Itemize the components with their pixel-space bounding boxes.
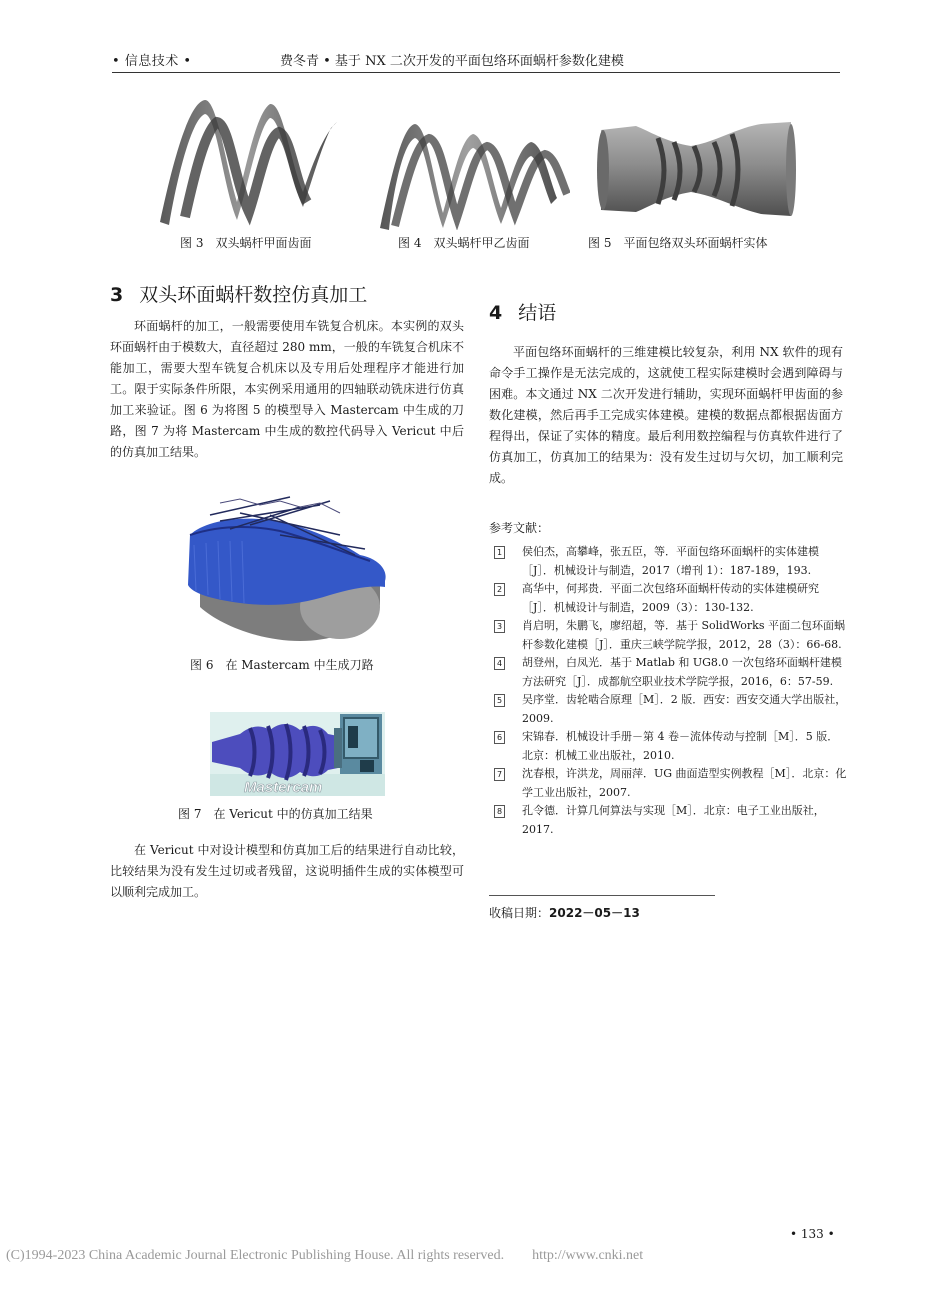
reference-text: 吴序堂．齿轮啮合原理［M］．2 版．西安：西安交通大学出版社，2009. bbox=[522, 693, 847, 725]
copyright-notice: (C)1994-2023 China Academic Journal Electronic Publishing House. All rights reserved. http://www.cnki.net bbox=[6, 1248, 644, 1263]
figure-5-image bbox=[596, 120, 796, 220]
journal-section-label: • 信息技术 • bbox=[112, 54, 192, 69]
reference-list bbox=[489, 543, 849, 839]
section-4-number: 4 bbox=[489, 302, 503, 324]
reference-item bbox=[489, 728, 849, 765]
header-rule bbox=[112, 72, 840, 73]
reference-number: 8 bbox=[494, 805, 505, 818]
reference-number: 3 bbox=[494, 620, 505, 633]
running-title: 费冬青 • 基于 NX 二次开发的平面包络环面蜗杆参数化建模 bbox=[280, 54, 624, 69]
figure-6-caption: 图 6 在 Mastercam 中生成刀路 bbox=[190, 658, 374, 672]
section-3-paragraph-2: 在 Vericut 中对设计模型和仿真加工后的结果进行自动比较，比较结果为没有发生过切或者残留，这说明插件生成的实体模型可以顺利完成加工。 bbox=[110, 843, 464, 899]
received-value: 2022－05－13 bbox=[549, 906, 640, 920]
figure-3-caption: 图 3 双头蜗杆甲面齿面 bbox=[180, 236, 312, 250]
reference-number: 5 bbox=[494, 694, 505, 707]
reference-number: 4 bbox=[494, 657, 505, 670]
section-3-title: 双头环面蜗杆数控仿真加工 bbox=[139, 284, 368, 306]
section-3-paragraph-1: 环面蜗杆的加工，一般需要使用车铣复合机床。本实例的双头环面蜗杆由于模数大，直径超过 280 mm，一般的车铣复合机床不能加工，需要大型车铣复合机床以及专用后处理程序才能进行加工。限于实际条件所限，本实例采用通用的四轴联动铣床进行仿真加工来验证。图 6 为将图 5 的模型导入 Mastercam 中生成的刀路，图 7 为将 Mastercam 中生成的数控代码导入 Vericut 中后的仿真加工结果。 bbox=[110, 319, 464, 459]
figure-5-caption: 图 5 平面包络双头环面蜗杆实体 bbox=[588, 236, 768, 250]
reference-text: 孔令德．计算几何算法与实现［M］．北京：电子工业出版社，2017. bbox=[522, 804, 825, 836]
reference-number: 7 bbox=[494, 768, 505, 781]
page-number: • 133 • bbox=[790, 1227, 835, 1241]
reference-text: 肖启明，朱鹏飞，廖绍超，等．基于 SolidWorks 平面二包环面蜗杆参数化建模［J］．重庆三峡学院学报，2012，28（3）：66-68. bbox=[522, 619, 845, 651]
reference-text: 沈春根，许洪龙，周丽萍．UG 曲面造型实例教程［M］．北京：化学工业出版社，2007. bbox=[522, 767, 847, 799]
reference-number: 2 bbox=[494, 583, 505, 596]
section-4-paragraph: 平面包络环面蜗杆的三维建模比较复杂，利用 NX 软件的现有命令手工操作是无法完成的，这就使工程实际建模时会遇到障碍与困难。本文通过 NX 二次开发进行辅助，实现环面蜗杆甲齿面的参数化建模，然后再手工完成实体建模。建模的数据点都根据齿面方程得出，保证了实体的精度。最后利用数控编程与仿真软件进行了仿真加工，仿真加工的结果为：没有发生过切与欠切，加工顺利完成。 bbox=[489, 345, 843, 485]
reference-item bbox=[489, 691, 849, 728]
figure-7-caption: 图 7 在 Vericut 中的仿真加工结果 bbox=[178, 807, 373, 821]
reference-item bbox=[489, 543, 849, 580]
references-title: 参考文献： bbox=[489, 521, 550, 535]
reference-item bbox=[489, 765, 849, 802]
figure-7-image bbox=[210, 712, 385, 796]
footnote-rule bbox=[489, 895, 715, 896]
reference-text: 宋锦春．机械设计手册－第 4 卷－流体传动与控制［M］．5 版．北京：机械工业出版社，2010. bbox=[522, 730, 839, 762]
section-4-heading bbox=[489, 298, 556, 325]
reference-number: 1 bbox=[494, 546, 505, 559]
reference-text: 高华中，何邦贵．平面二次包络环面蜗杆传动的实体建模研究［J］．机械设计与制造，2009（3）：130-132. bbox=[522, 582, 819, 614]
received-label: 收稿日期： bbox=[489, 906, 550, 920]
figure-4-caption: 图 4 双头蜗杆甲乙齿面 bbox=[398, 236, 530, 250]
section-3-heading bbox=[110, 280, 367, 307]
figure-7-watermark: Mastercam bbox=[244, 779, 323, 796]
reference-item bbox=[489, 802, 849, 839]
section-3-number: 3 bbox=[110, 284, 124, 306]
reference-item bbox=[489, 654, 849, 691]
reference-item bbox=[489, 580, 849, 617]
figure-4-image bbox=[375, 118, 570, 230]
reference-text: 胡登州，白凤光．基于 Matlab 和 UG8.0 一次包络环面蜗杆建模方法研究［J］．成都航空职业技术学院学报，2016，6：57-59. bbox=[522, 656, 842, 688]
figure-3-image bbox=[155, 92, 340, 227]
figure-6-image bbox=[180, 495, 390, 643]
section-4-title: 结语 bbox=[518, 302, 557, 324]
received-date bbox=[489, 904, 640, 921]
reference-text: 侯伯杰，高攀峰，张五臣，等．平面包络环面蜗杆的实体建模［J］．机械设计与制造，2017（增刊 1）：187-189，193. bbox=[522, 545, 819, 577]
reference-item bbox=[489, 617, 849, 654]
reference-number: 6 bbox=[494, 731, 505, 744]
